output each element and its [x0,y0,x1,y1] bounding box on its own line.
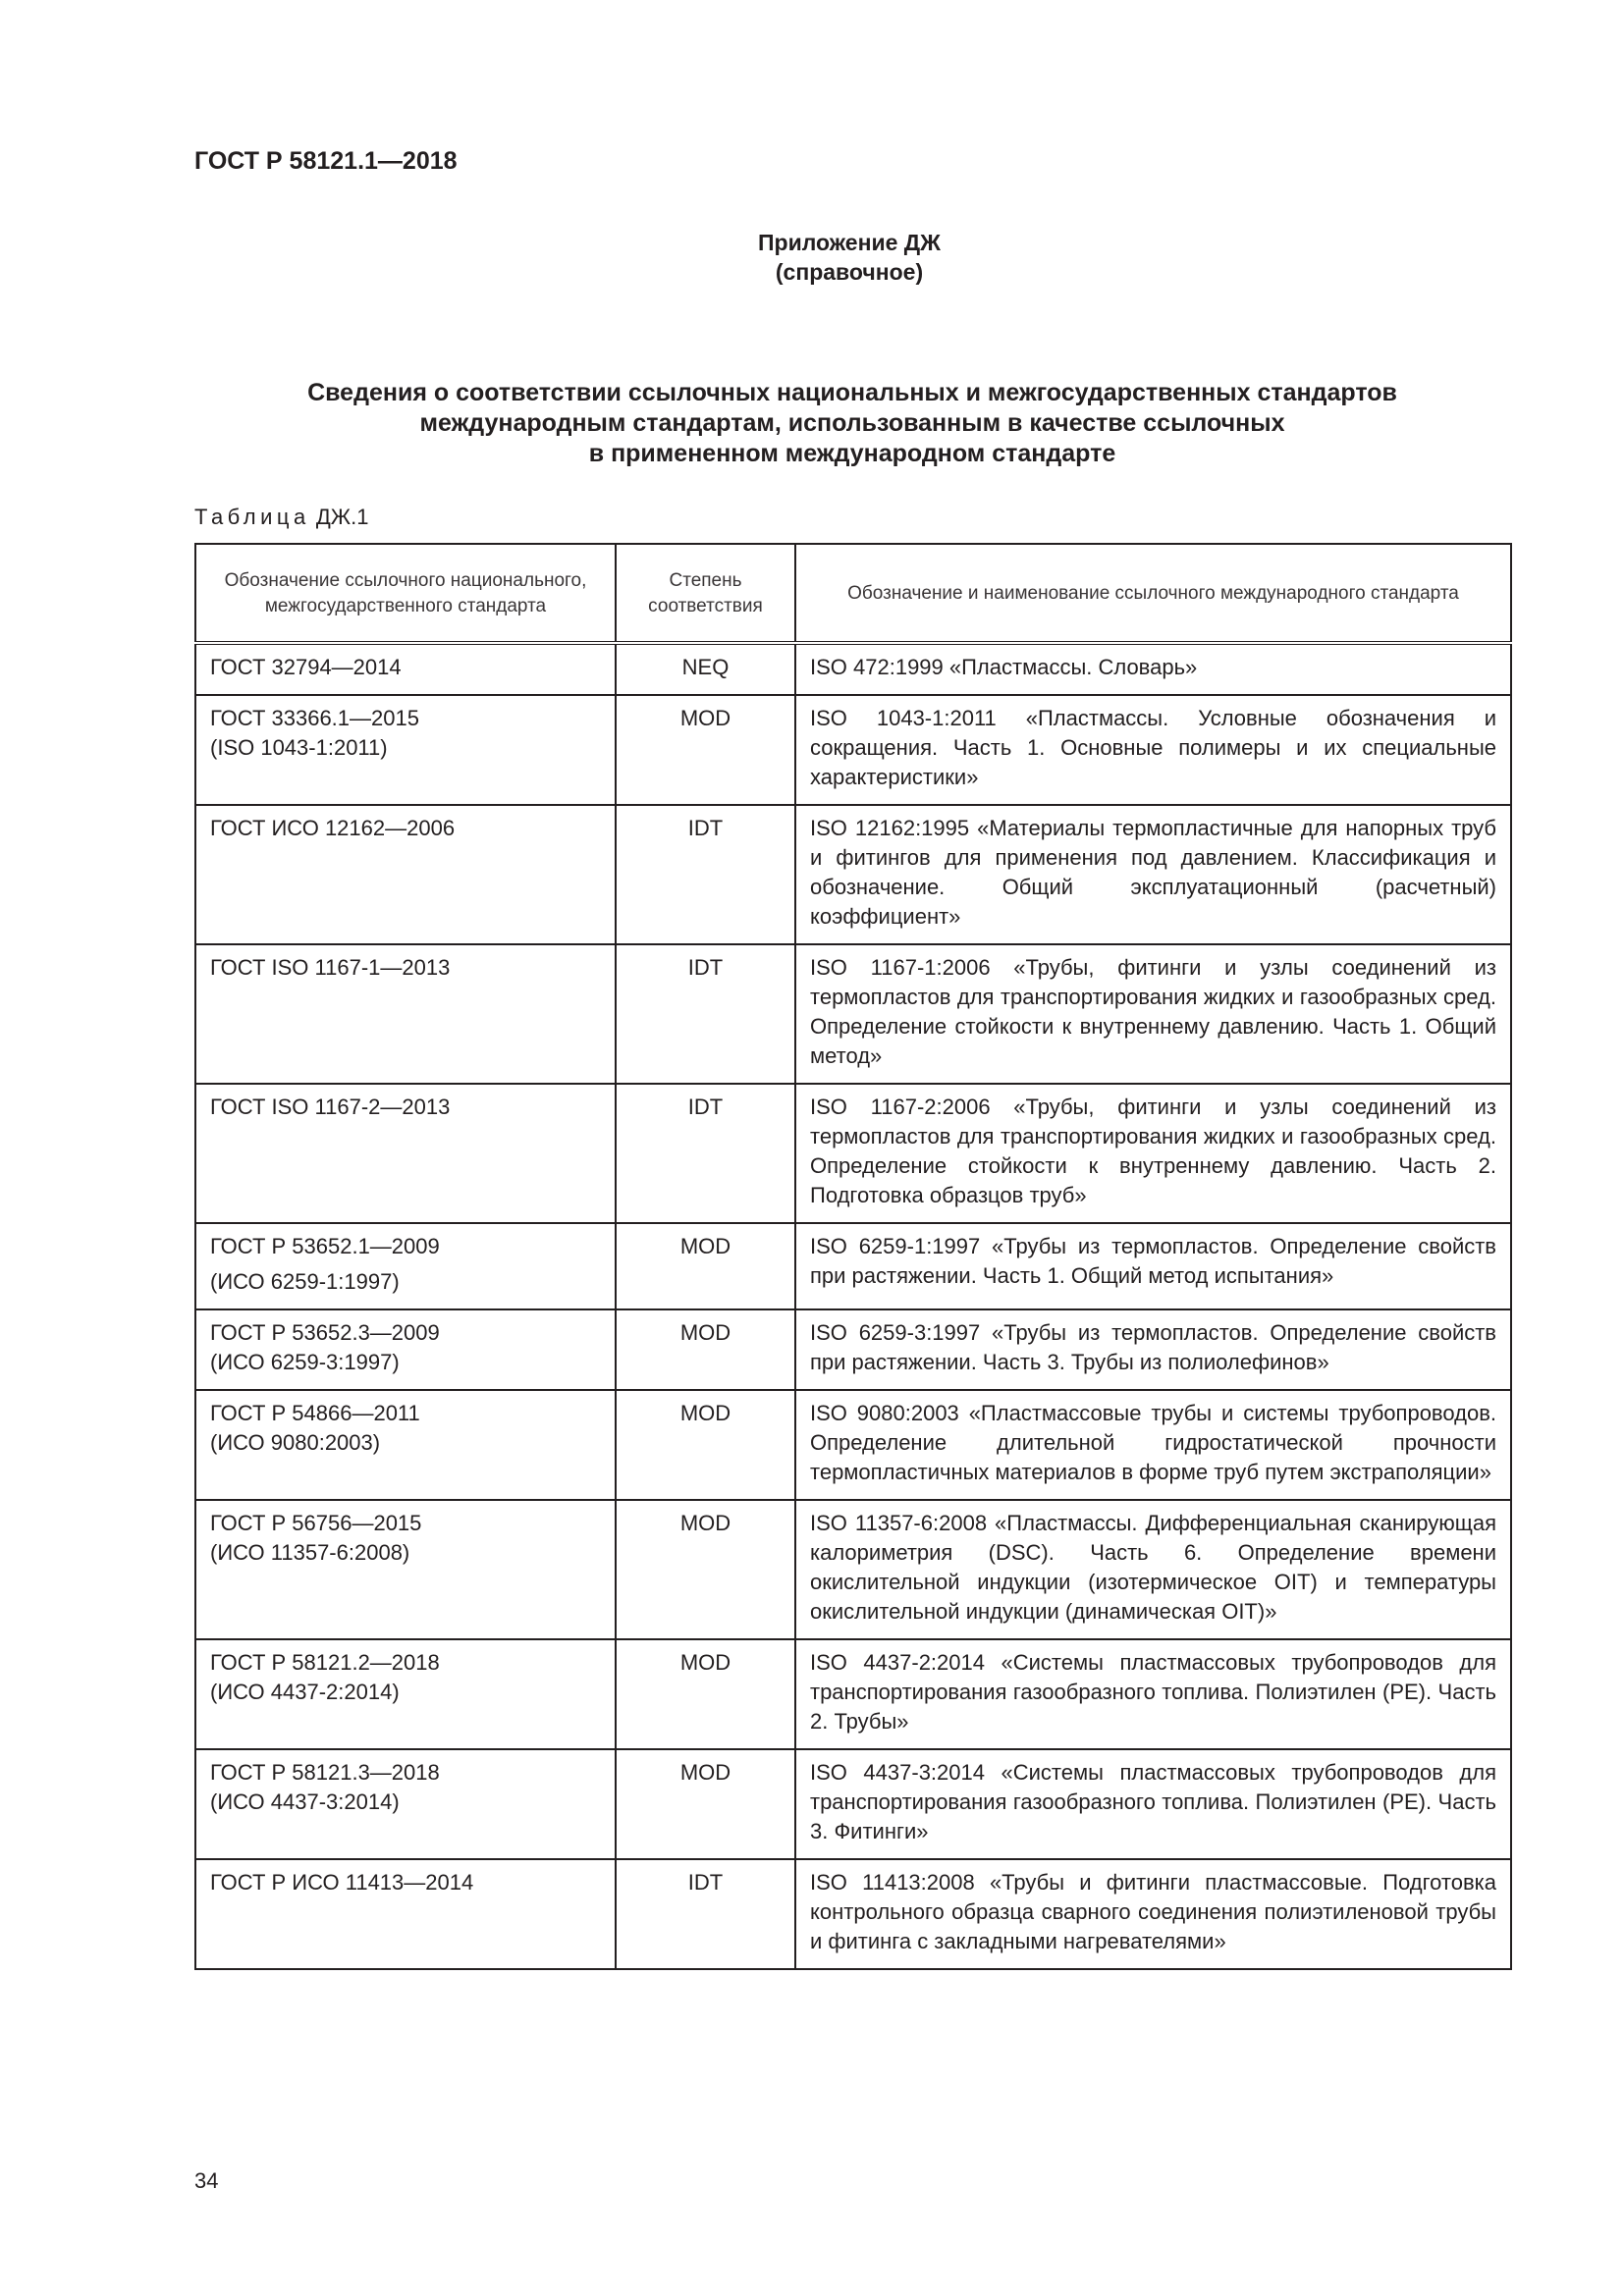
national-standard-cell [195,1223,616,1309]
national-standard-code: ГОСТ ISO 1167-1—2013 [210,955,451,980]
conformity-degree-cell: MOD [616,1390,795,1500]
table-body [195,643,1511,1969]
appendix-title: Приложение ДЖ [758,230,941,255]
international-standard-cell: ISO 6259-3:1997 «Трубы из термопластов. Определение свойств при растяжении. Часть 3. Трубы из полиолефинов» [795,1309,1511,1390]
national-standard-code: ГОСТ ИСО 12162—2006 [210,816,456,840]
international-standard-cell: ISO 12162:1995 «Материалы термопластичные для напорных труб и фитингов для применения под давлением. Классификация и обозначение. Общий эксплуатационный (расчетный) коэффициент» [795,805,1511,944]
column-header-international: Обозначение и наименование ссылочного международного стандарта [795,544,1511,643]
table-row [195,1084,1511,1223]
national-standard-cell [195,1749,616,1859]
table-header-row [195,544,1511,643]
conformity-degree-cell: MOD [616,1639,795,1749]
heading-line: Сведения о соответствии ссылочных национальных и межгосударственных стандартов [307,379,1397,406]
table-row [195,1309,1511,1390]
table-caption-word: Таблица [194,505,310,529]
equivalent-standard-code: (ИСО 4437-3:2014) [210,1789,400,1814]
table-row [195,1859,1511,1969]
table-caption-number: ДЖ.1 [315,505,369,529]
national-standard-code: ГОСТ Р ИСО 11413—2014 [210,1870,474,1895]
international-standard-cell: ISO 11357-6:2008 «Пластмассы. Дифференциальная сканирующая калориметрия (DSC). Часть 6. Определение времени окислительной индукции (изотермическое OIT) и температуры окислительной индукции (динамическая OIT)» [795,1500,1511,1639]
heading-line: международным стандартам, использованным в качестве ссылочных [419,409,1285,437]
conformity-degree-cell: IDT [616,1084,795,1223]
national-standard-cell [195,1309,616,1390]
table-row [195,1749,1511,1859]
table-row [195,695,1511,805]
international-standard-cell: ISO 472:1999 «Пластмассы. Словарь» [795,643,1511,695]
conformity-degree-cell: MOD [616,1309,795,1390]
conformity-degree-cell: MOD [616,1500,795,1639]
international-standard-cell: ISO 11413:2008 «Трубы и фитинги пластмассовые. Подготовка контрольного образца сварного соединения полиэтиленовой трубы и фитинга с закладными нагревателями» [795,1859,1511,1969]
national-standard-code: ГОСТ Р 56756—2015 [210,1511,422,1535]
equivalent-standard-code: (ИСО 4437-2:2014) [210,1680,400,1704]
table-row [195,1500,1511,1639]
conformity-degree-cell: NEQ [616,643,795,695]
national-standard-code: ГОСТ Р 53652.3—2009 [210,1320,440,1345]
national-standard-code: ГОСТ Р 58121.3—2018 [210,1760,440,1785]
national-standard-cell [195,1859,616,1969]
national-standard-cell [195,805,616,944]
table-row [195,944,1511,1084]
national-standard-code: ГОСТ Р 54866—2011 [210,1401,420,1425]
conformity-degree-cell: IDT [616,1859,795,1969]
international-standard-cell: ISO 1167-1:2006 «Трубы, фитинги и узлы соединений из термопластов для транспортирования жидких и газообразных сред. Определение стойкости к внутреннему давлению. Часть 1. Общий метод» [795,944,1511,1084]
column-header-degree: Степень соответствия [616,544,795,643]
national-standard-code: ГОСТ 33366.1—2015 [210,706,419,730]
conformity-degree-cell: IDT [616,805,795,944]
heading-line: в примененном международном стандарте [588,440,1116,467]
equivalent-standard-code: (ИСО 6259-1:1997) [210,1269,400,1294]
international-standard-cell: ISO 1167-2:2006 «Трубы, фитинги и узлы соединений из термопластов для транспортирования жидких и газообразных сред. Определение стойкости к внутреннему давлению. Часть 2. Подготовка образцов труб» [795,1084,1511,1223]
international-standard-cell: ISO 9080:2003 «Пластмассовые трубы и системы трубопроводов. Определение длительной гидростатической прочности термопластичных материалов в форме труб путем экстраполяции» [795,1390,1511,1500]
table-caption [194,505,368,530]
equivalent-standard-code: (ИСО 6259-3:1997) [210,1350,400,1374]
page-number: 34 [194,2168,219,2193]
reference-standards-table [194,543,1512,1970]
conformity-degree-cell: IDT [616,944,795,1084]
equivalent-standard-code: (ИСО 9080:2003) [210,1430,381,1455]
document-code: ГОСТ Р 58121.1—2018 [194,147,458,175]
equivalent-standard-code: (ИСО 11357-6:2008) [210,1540,410,1565]
national-standard-cell [195,1084,616,1223]
appendix-type: (справочное) [775,259,924,285]
national-standard-code: ГОСТ ISO 1167-2—2013 [210,1095,451,1119]
national-standard-cell [195,1639,616,1749]
table-row [195,1223,1511,1309]
table-row [195,1639,1511,1749]
international-standard-cell: ISO 4437-2:2014 «Системы пластмассовых трубопроводов для транспортирования газообразного топлива. Полиэтилен (PE). Часть 2. Трубы» [795,1639,1511,1749]
national-standard-cell [195,695,616,805]
column-header-national: Обозначение ссылочного национального, межгосударственного стандарта [195,544,616,643]
section-heading [194,378,1510,469]
national-standard-cell [195,944,616,1084]
table-row [195,643,1511,695]
national-standard-code: ГОСТ 32794—2014 [210,655,402,679]
national-standard-code: ГОСТ Р 58121.2—2018 [210,1650,440,1675]
table-row [195,805,1511,944]
table-row [195,1390,1511,1500]
equivalent-standard-code: (ISO 1043-1:2011) [210,735,388,760]
national-standard-cell [195,1390,616,1500]
international-standard-cell: ISO 6259-1:1997 «Трубы из термопластов. Определение свойств при растяжении. Часть 1. Общий метод испытания» [795,1223,1511,1309]
national-standard-cell [195,1500,616,1639]
conformity-degree-cell: MOD [616,1223,795,1309]
international-standard-cell: ISO 4437-3:2014 «Системы пластмассовых трубопроводов для транспортирования газообразного топлива. Полиэтилен (PE). Часть 3. Фитинги» [795,1749,1511,1859]
international-standard-cell: ISO 1043-1:2011 «Пластмассы. Условные обозначения и сокращения. Часть 1. Основные полимеры и их специальные характеристики» [795,695,1511,805]
national-standard-code: ГОСТ Р 53652.1—2009 [210,1234,440,1258]
conformity-degree-cell: MOD [616,1749,795,1859]
conformity-degree-cell: MOD [616,695,795,805]
national-standard-cell [195,643,616,695]
